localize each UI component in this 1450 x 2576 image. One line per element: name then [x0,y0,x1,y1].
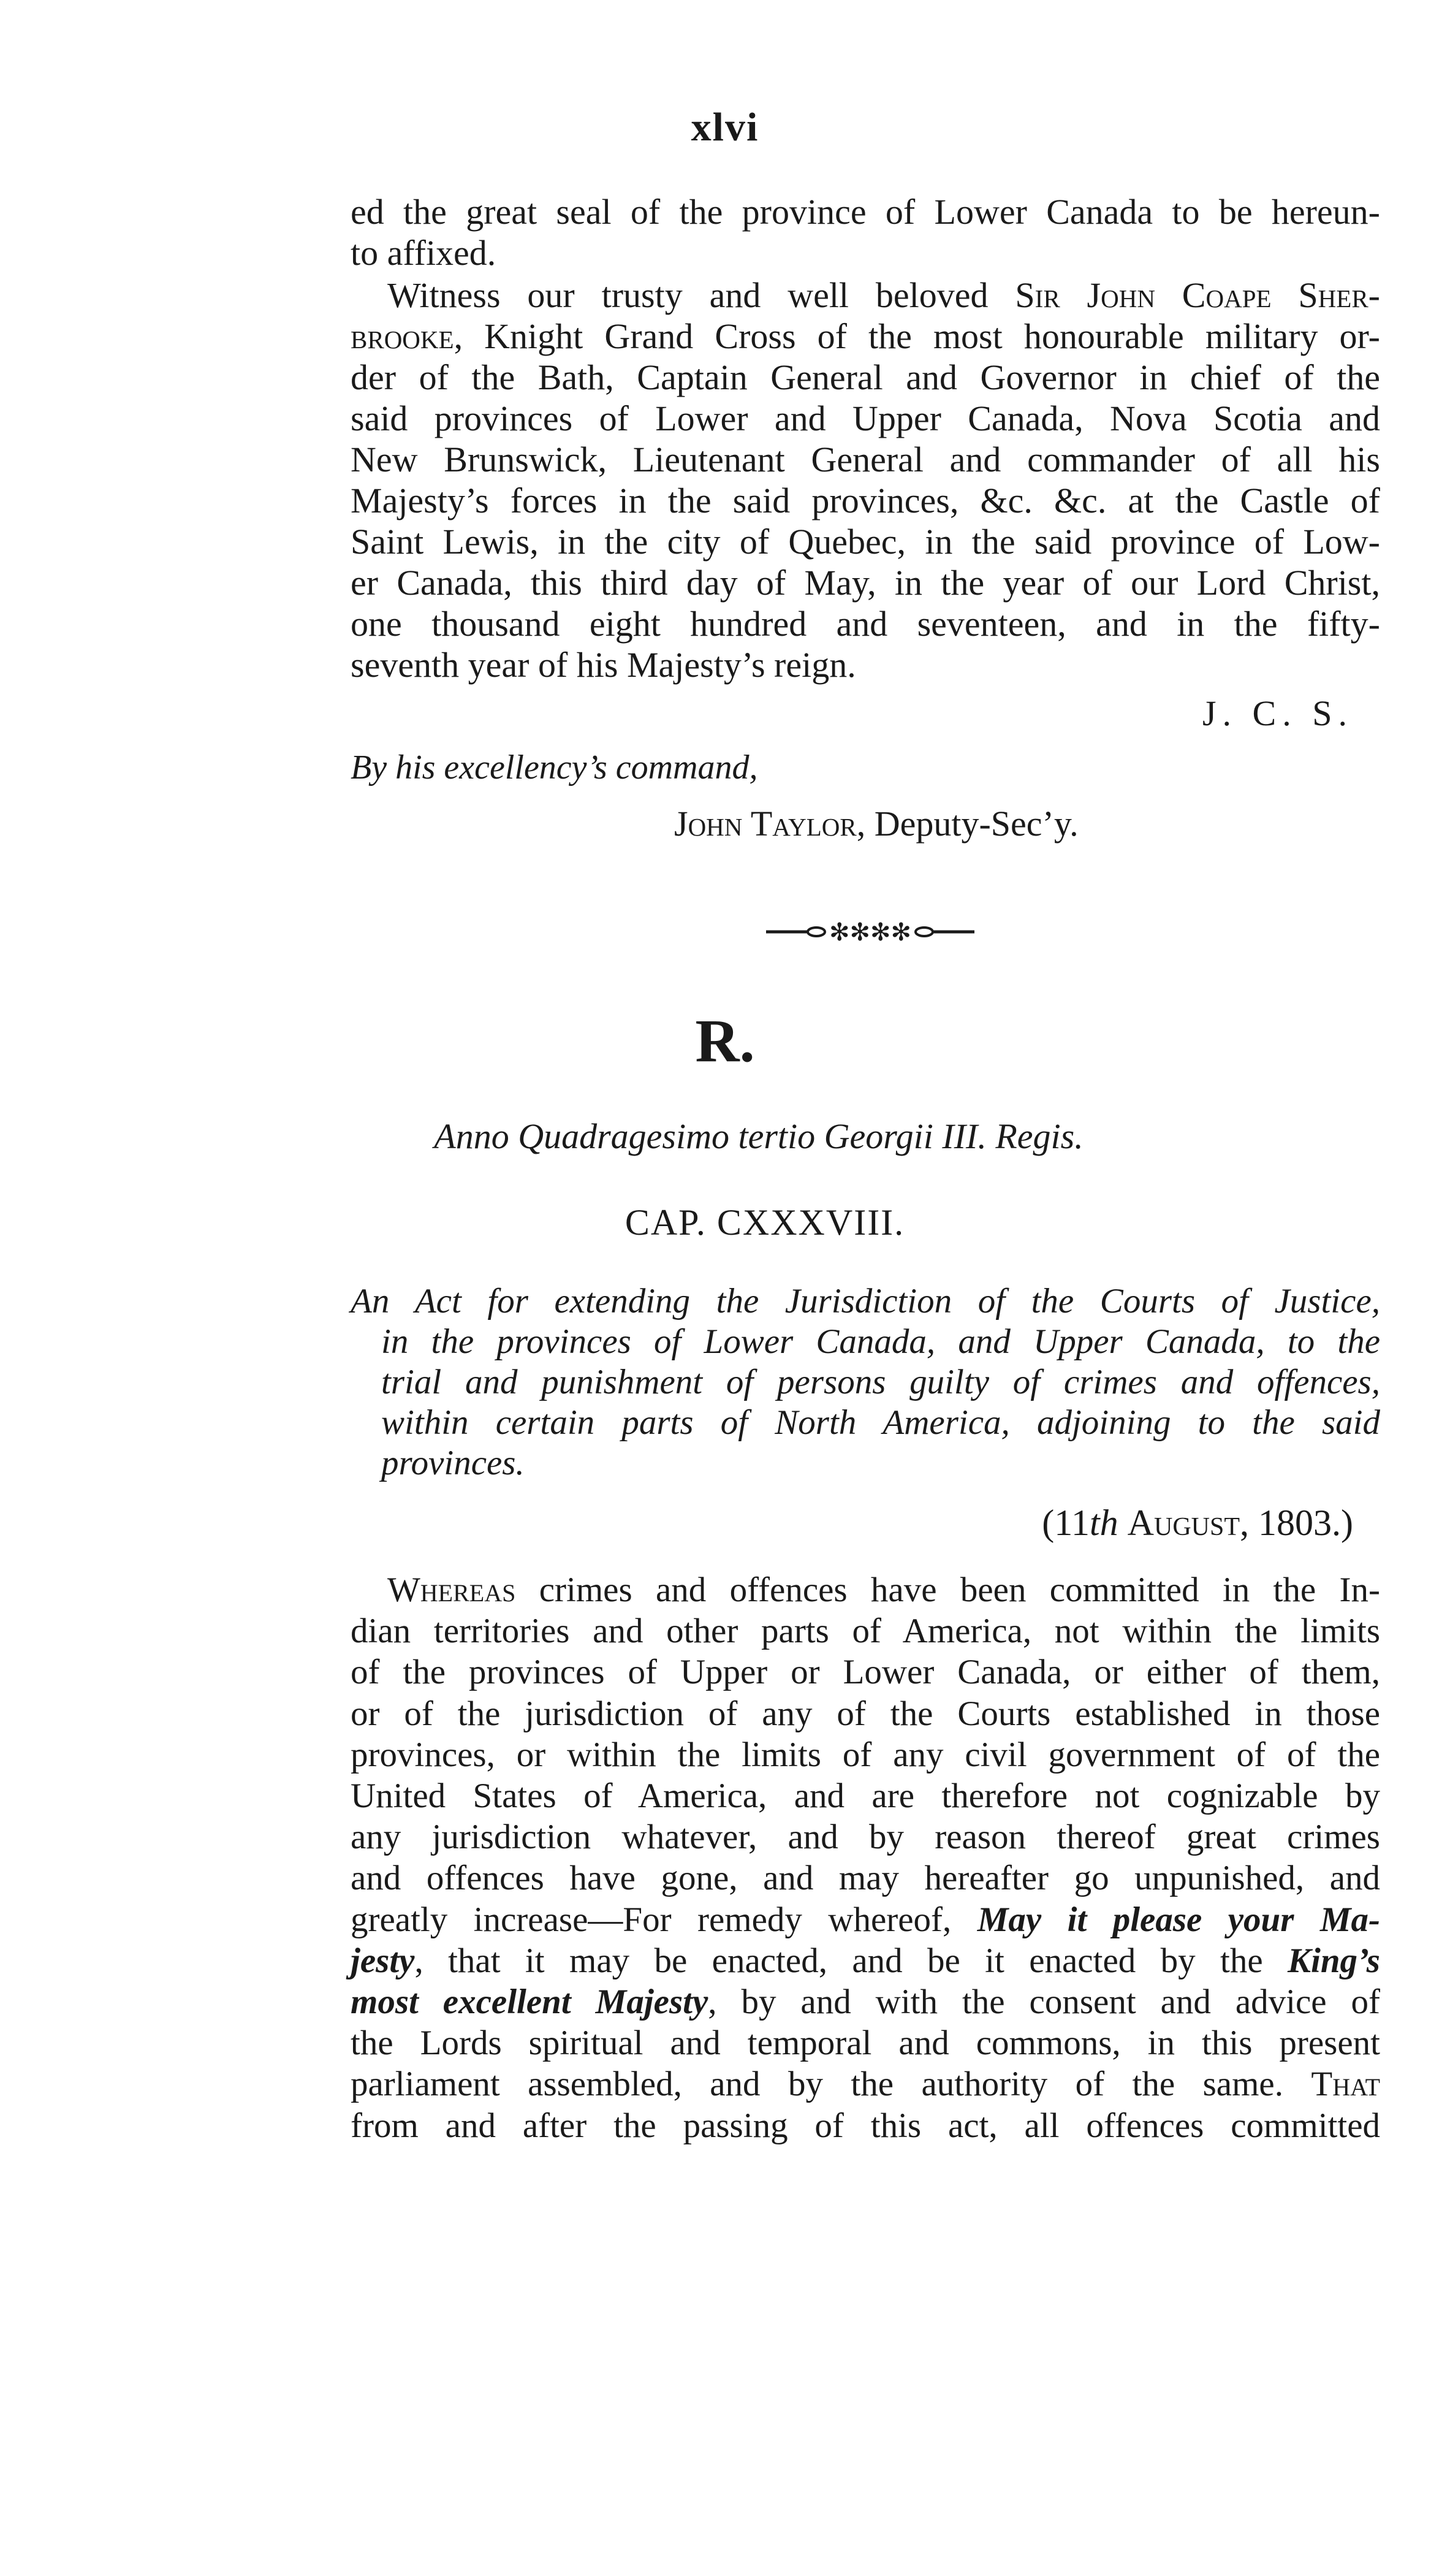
text-line [351,316,1380,357]
text-line [351,1652,1380,1693]
small-caps-run: brooke [351,316,454,356]
text-run: Witness our trusty and well beloved [387,275,1015,315]
text-line: in the provinces of Lower Canada, and Upper Canada, to the [381,1322,1380,1361]
text-run: , that it may be enacted, and be it enacted by the [414,1941,1288,1980]
text-run: er Canada, this third day of May, in the year of our Lord Christ, [351,563,1380,603]
text-line [351,2022,1380,2063]
text-run: the Lords spiritual and temporal and commons, in this present [351,2024,1380,2063]
small-caps-run: Sir John Coape Sher- [1015,275,1380,315]
text-run: said provinces of Lower and Upper Canada, Nova Scotia and [351,398,1380,438]
text-run: Majesty’s forces in the said provinces, &c. &c. at the Castle of [351,481,1380,520]
text-run: New Brunswick, Lieutenant General and commander of all his [351,440,1380,479]
text-line [351,1610,1380,1652]
text-line [351,1734,1380,1775]
italic-run: most excellent Majesty [351,1983,708,2022]
text-run: or of the jurisdiction of any of the Courts established in those [351,1694,1380,1733]
text-line [351,1816,1380,1858]
text-run: crimes and offences have been committed in the In- [515,1571,1380,1609]
italic-run: King’s [1288,1941,1380,1980]
text-line [351,644,1380,685]
text-line [351,1981,1380,2022]
preamble-paragraph [351,1569,1380,2146]
text-line [351,603,1380,644]
text-line [351,521,1380,562]
text-line [351,1693,1380,1734]
act-title [351,1281,1380,1484]
text-line: provinces. [381,1444,525,1482]
text-run: greatly increase—For remedy whereof, [351,1900,977,1939]
italic-run: jesty [351,1941,415,1980]
witness-paragraph [351,275,1380,685]
text-line [351,439,1380,480]
signer-title: , Deputy-Sec’y. [856,804,1079,844]
text-run: , by and with the consent and advice of [708,1983,1381,2022]
text-line: An Act for extending the Jurisdiction of the Courts of Justice, [351,1282,1380,1320]
text-line [351,1775,1380,1816]
text-line [351,1858,1380,1899]
regnal-year-heading: Anno Quadragesimo tertio Georgii III. Regis. [434,1116,1084,1156]
signer-line [674,803,1079,844]
text-run: , Knight Grand Cross of the most honourable military or- [454,316,1380,356]
text-run: United States of America, and are therefore not cognizable by [351,1777,1380,1816]
text-line: trial and punishment of persons guilty of crimes and offences, [381,1363,1380,1401]
signer-name: John Taylor [674,804,857,844]
signature-initials: J. C. S. [1202,693,1353,733]
date-open: (11 [1042,1503,1090,1543]
text-line [351,398,1380,439]
text-line [351,357,1380,398]
text-run: der of the Bath, Captain General and Governor in chief of the [351,357,1380,397]
text-run: one thousand eight hundred and seventeen, and in the fifty- [351,604,1380,644]
text-line [351,2063,1380,2105]
act-date [1042,1502,1353,1544]
date-close: , 1803.) [1240,1503,1353,1543]
text-run: seventh year of his Majesty’s reign. [351,645,856,685]
text-run: and offences have gone, and may hereafter go unpunished, and [351,1859,1380,1898]
page-folio: xlvi [691,105,759,150]
text-line [351,1899,1380,1940]
date-month: August [1127,1503,1240,1543]
chapter-heading: CAP. CXXXVIII. [624,1202,905,1243]
text-line [351,1940,1380,1981]
svg-text:✻✻✻✻: ✻✻✻✻ [829,918,912,947]
text-line: within certain parts of North America, adjoining to the said [381,1403,1380,1442]
command-line: By his excellency’s command, [351,749,758,787]
text-run: of the provinces of Upper or Lower Canada, or either of them, [351,1653,1380,1692]
text-run: from and after the passing of this act, all offences committed [351,2106,1380,2145]
intro-text [351,191,1380,273]
small-caps-run: Whereas [387,1571,516,1609]
text-line [351,562,1380,603]
small-caps-run: That [1311,2065,1380,2104]
text-run: dian territories and other parts of America, not within the limits [351,1612,1380,1651]
text-run: parliament assembled, and by the authority of the same. [351,2065,1311,2104]
text-run: any jurisdiction whatever, and by reason thereof great crimes [351,1818,1380,1857]
text-run: provinces, or within the limits of any civil government of of the [351,1735,1380,1774]
text-line [351,480,1380,521]
text-line: ed the great seal of the province of Lower Canada to be hereun- [351,192,1380,232]
text-line [351,2105,1380,2146]
text-run: Saint Lewis, in the city of Quebec, in the said province of Low- [351,522,1380,562]
ornament-divider [760,913,981,950]
text-line [351,1569,1380,1610]
section-letter: R. [695,1007,755,1075]
italic-run: May it please your Ma- [977,1900,1380,1939]
text-line: to affixed. [351,233,496,273]
text-line [351,275,1380,316]
date-ordinal: th [1090,1503,1118,1543]
